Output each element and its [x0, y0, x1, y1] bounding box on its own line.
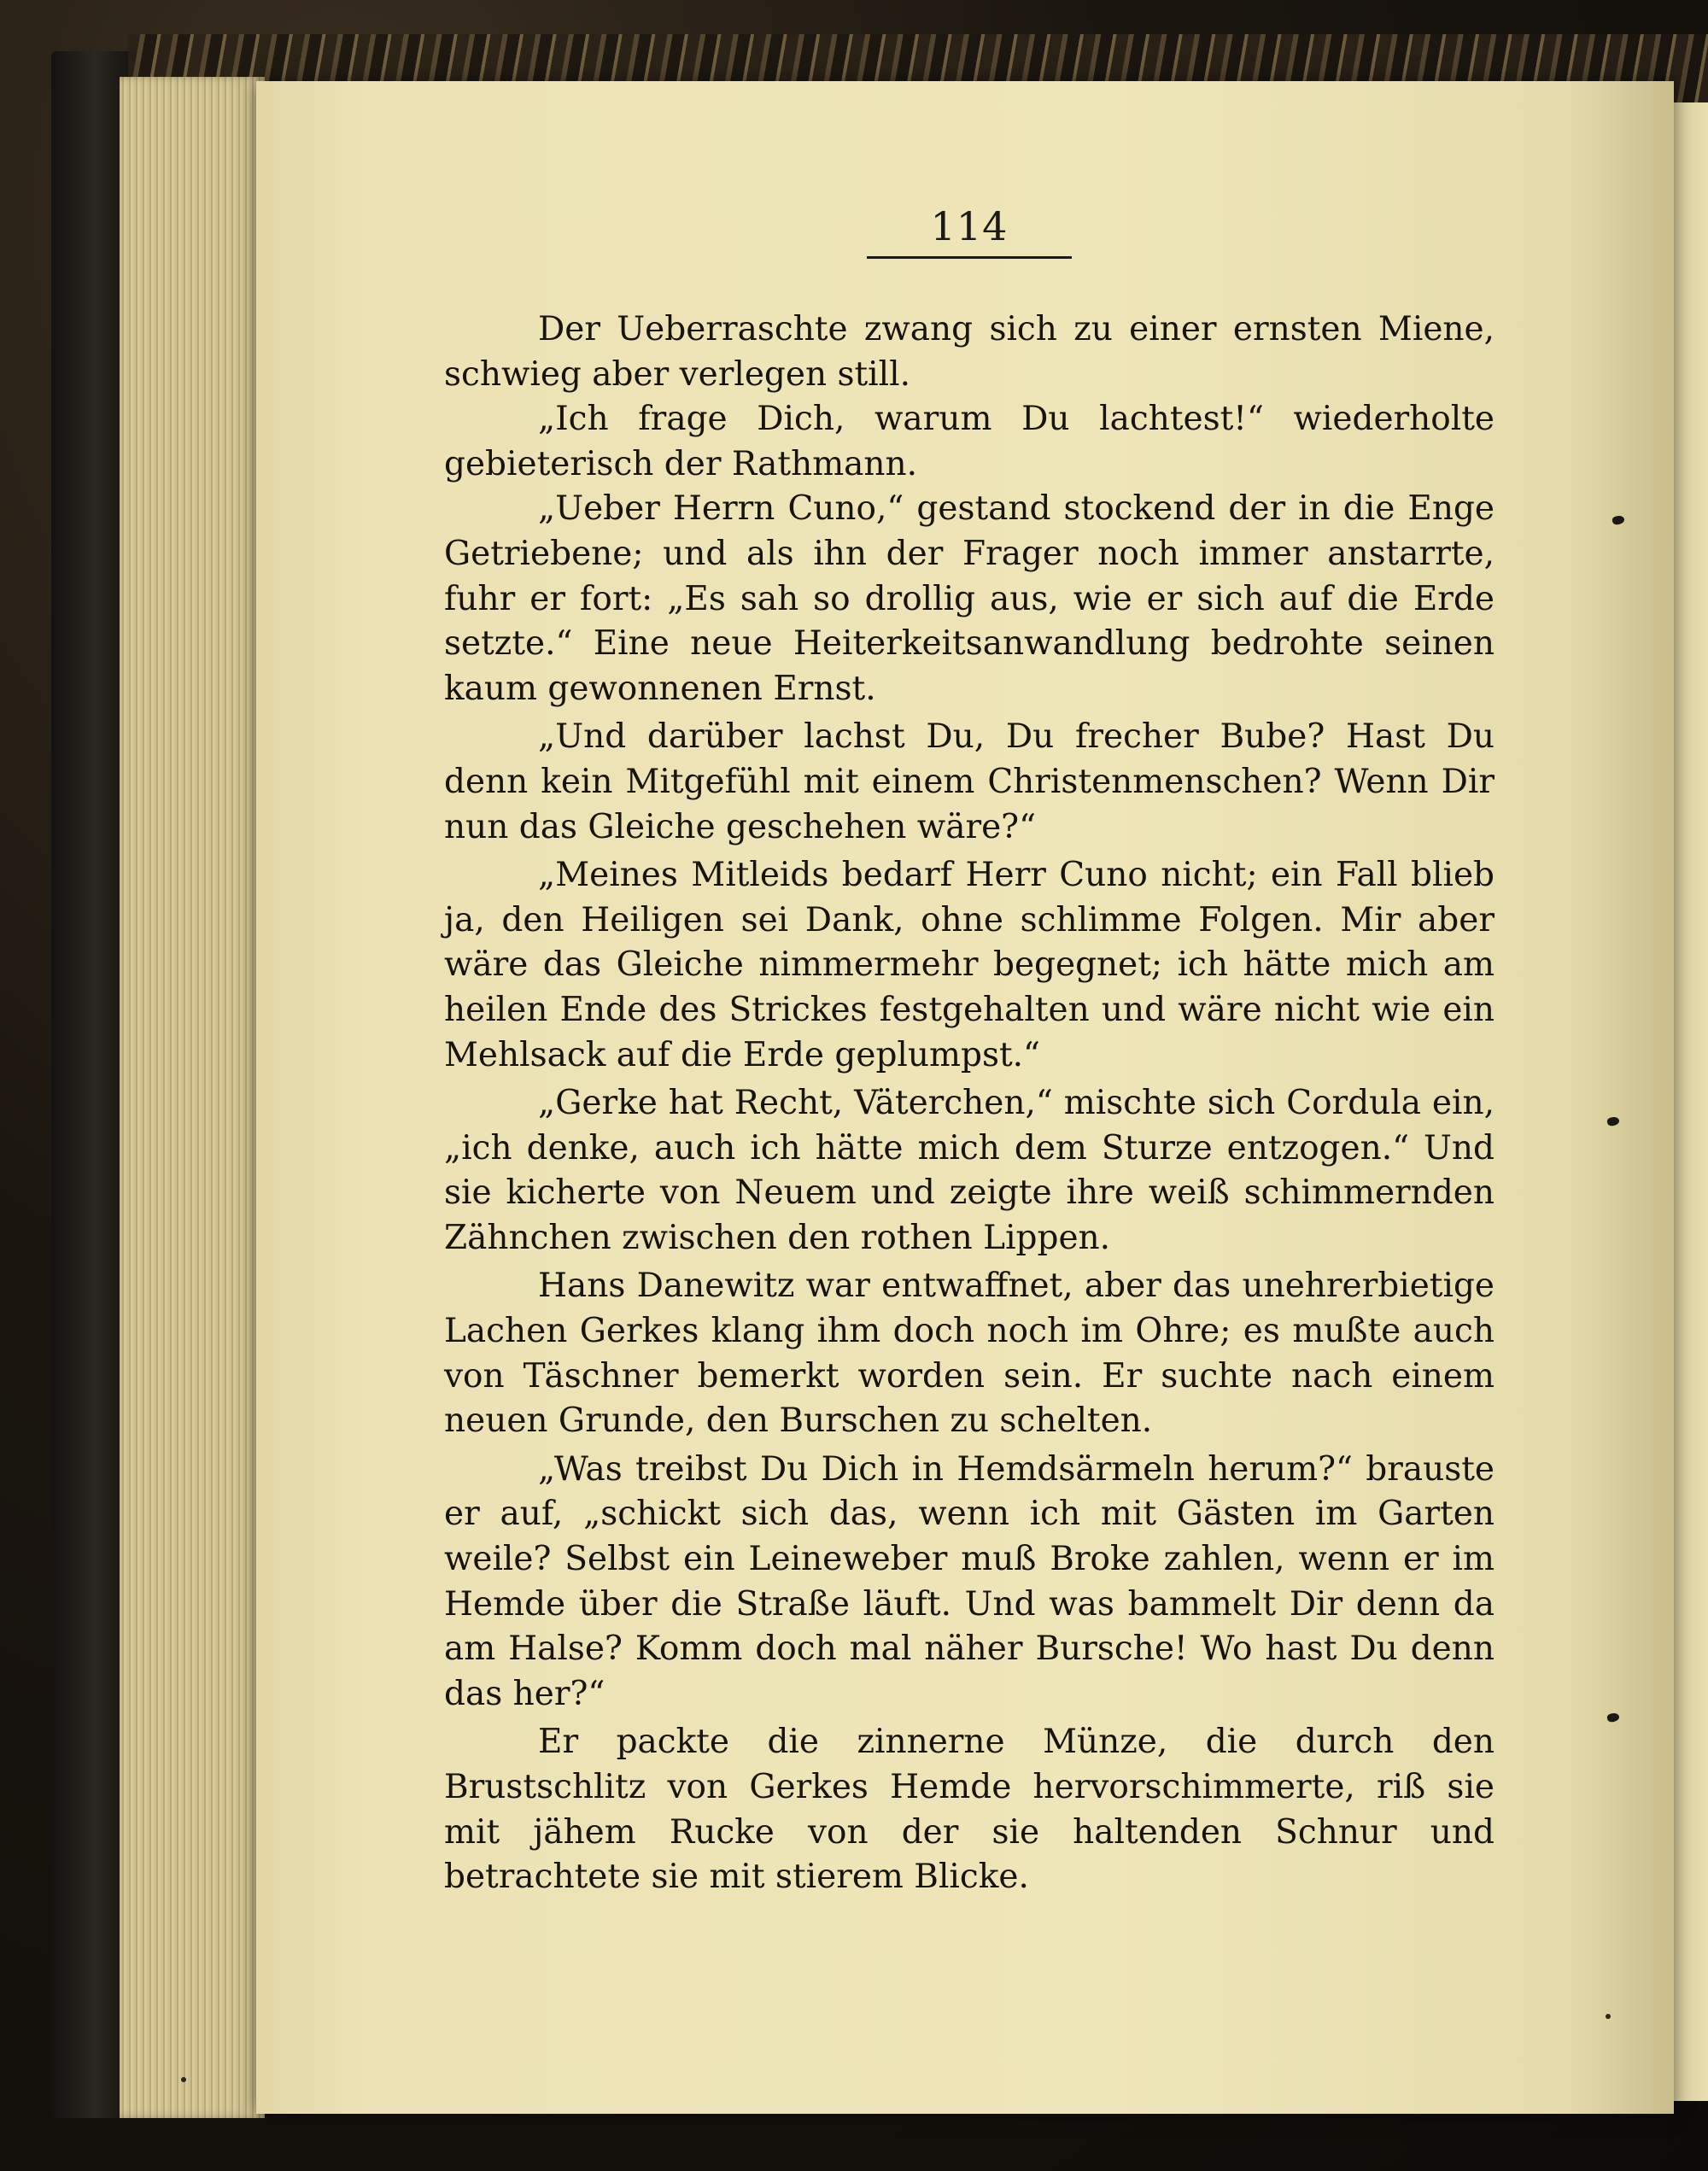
paragraph: „Und darüber lachst Du, Du frecher Bube? Hast Du denn kein Mitgefühl mit einem Christenmenschen? Wenn Dir nun das Gleiche geschehen wäre?“	[444, 717, 1494, 846]
paragraph: Er packte die zinnerne Münze, die durch den Brustschlitz von Gerkes Hemde hervorschimmerte, riß sie mit jähem Rucke von der sie haltenden Schnur und betrachtete sie mit stierem Blicke.	[444, 1723, 1494, 1897]
page-speck	[1606, 2014, 1611, 2019]
paragraph: Hans Danewitz war entwaffnet, aber das unehrerbietige Lachen Gerkes klang ihm doch noch im Ohre; es mußte auch von Täschner bemerkt worden sein. Er suchte nach einem neuen Grunde, den Burschen zu schelten.	[444, 1267, 1494, 1441]
paragraph: „Ueber Herrn Cuno,“ gestand stockend der in die Enge Getriebene; und als ihn der Frager noch immer anstarrte, fuhr er fort: „Es sah so drollig aus, wie er sich auf die Erde setzte.“ Eine neue Heiterkeitsanwandlung bedrohte seinen kaum gewonnenen Ernst.	[444, 489, 1494, 708]
page-number: 114	[930, 203, 1009, 249]
paragraph: Der Ueberraschte zwang sich zu einer ernsten Miene, schwieg aber verlegen still.	[444, 310, 1494, 394]
paragraph: „Meines Mitleids bedarf Herr Cuno nicht; ein Fall blieb ja, den Heiligen sei Dank, ohne schlimme Folgen. Mir aber wäre das Gleiche nimmermehr begegnet; ich hätte mich am heilen Ende des Strickes festgehalten und wäre nicht wie ein Mehlsack auf die Erde geplumpst.“	[444, 856, 1494, 1074]
body-text	[444, 307, 1494, 1900]
page-number-rule	[867, 256, 1072, 259]
page-edges	[120, 77, 265, 2118]
page-speck	[181, 2077, 186, 2082]
paragraph: „Ich frage Dich, warum Du lachtest!“ wiederholte gebieterisch der Rathmann.	[444, 400, 1494, 483]
paragraph: „Gerke hat Recht, Väterchen,“ mischte sich Cordula ein, „ich denke, auch ich hätte mich dem Sturze entzogen.“ Und sie kicherte von Neuem und zeigte ihre weiß schimmernden Zähnchen zwischen den rothen Lippen.	[444, 1084, 1494, 1257]
paragraph: „Was treibst Du Dich in Hemdsärmeln herum?“ brauste er auf, „schickt sich das, wenn ich mit Gästen im Garten weile? Selbst ein Leineweber muß Broke zahlen, wenn er im Hemde über die Straße läuft. Und was bammelt Dir denn da am Halse? Komm doch mal näher Bursche! Wo hast Du denn das her?“	[444, 1449, 1494, 1713]
